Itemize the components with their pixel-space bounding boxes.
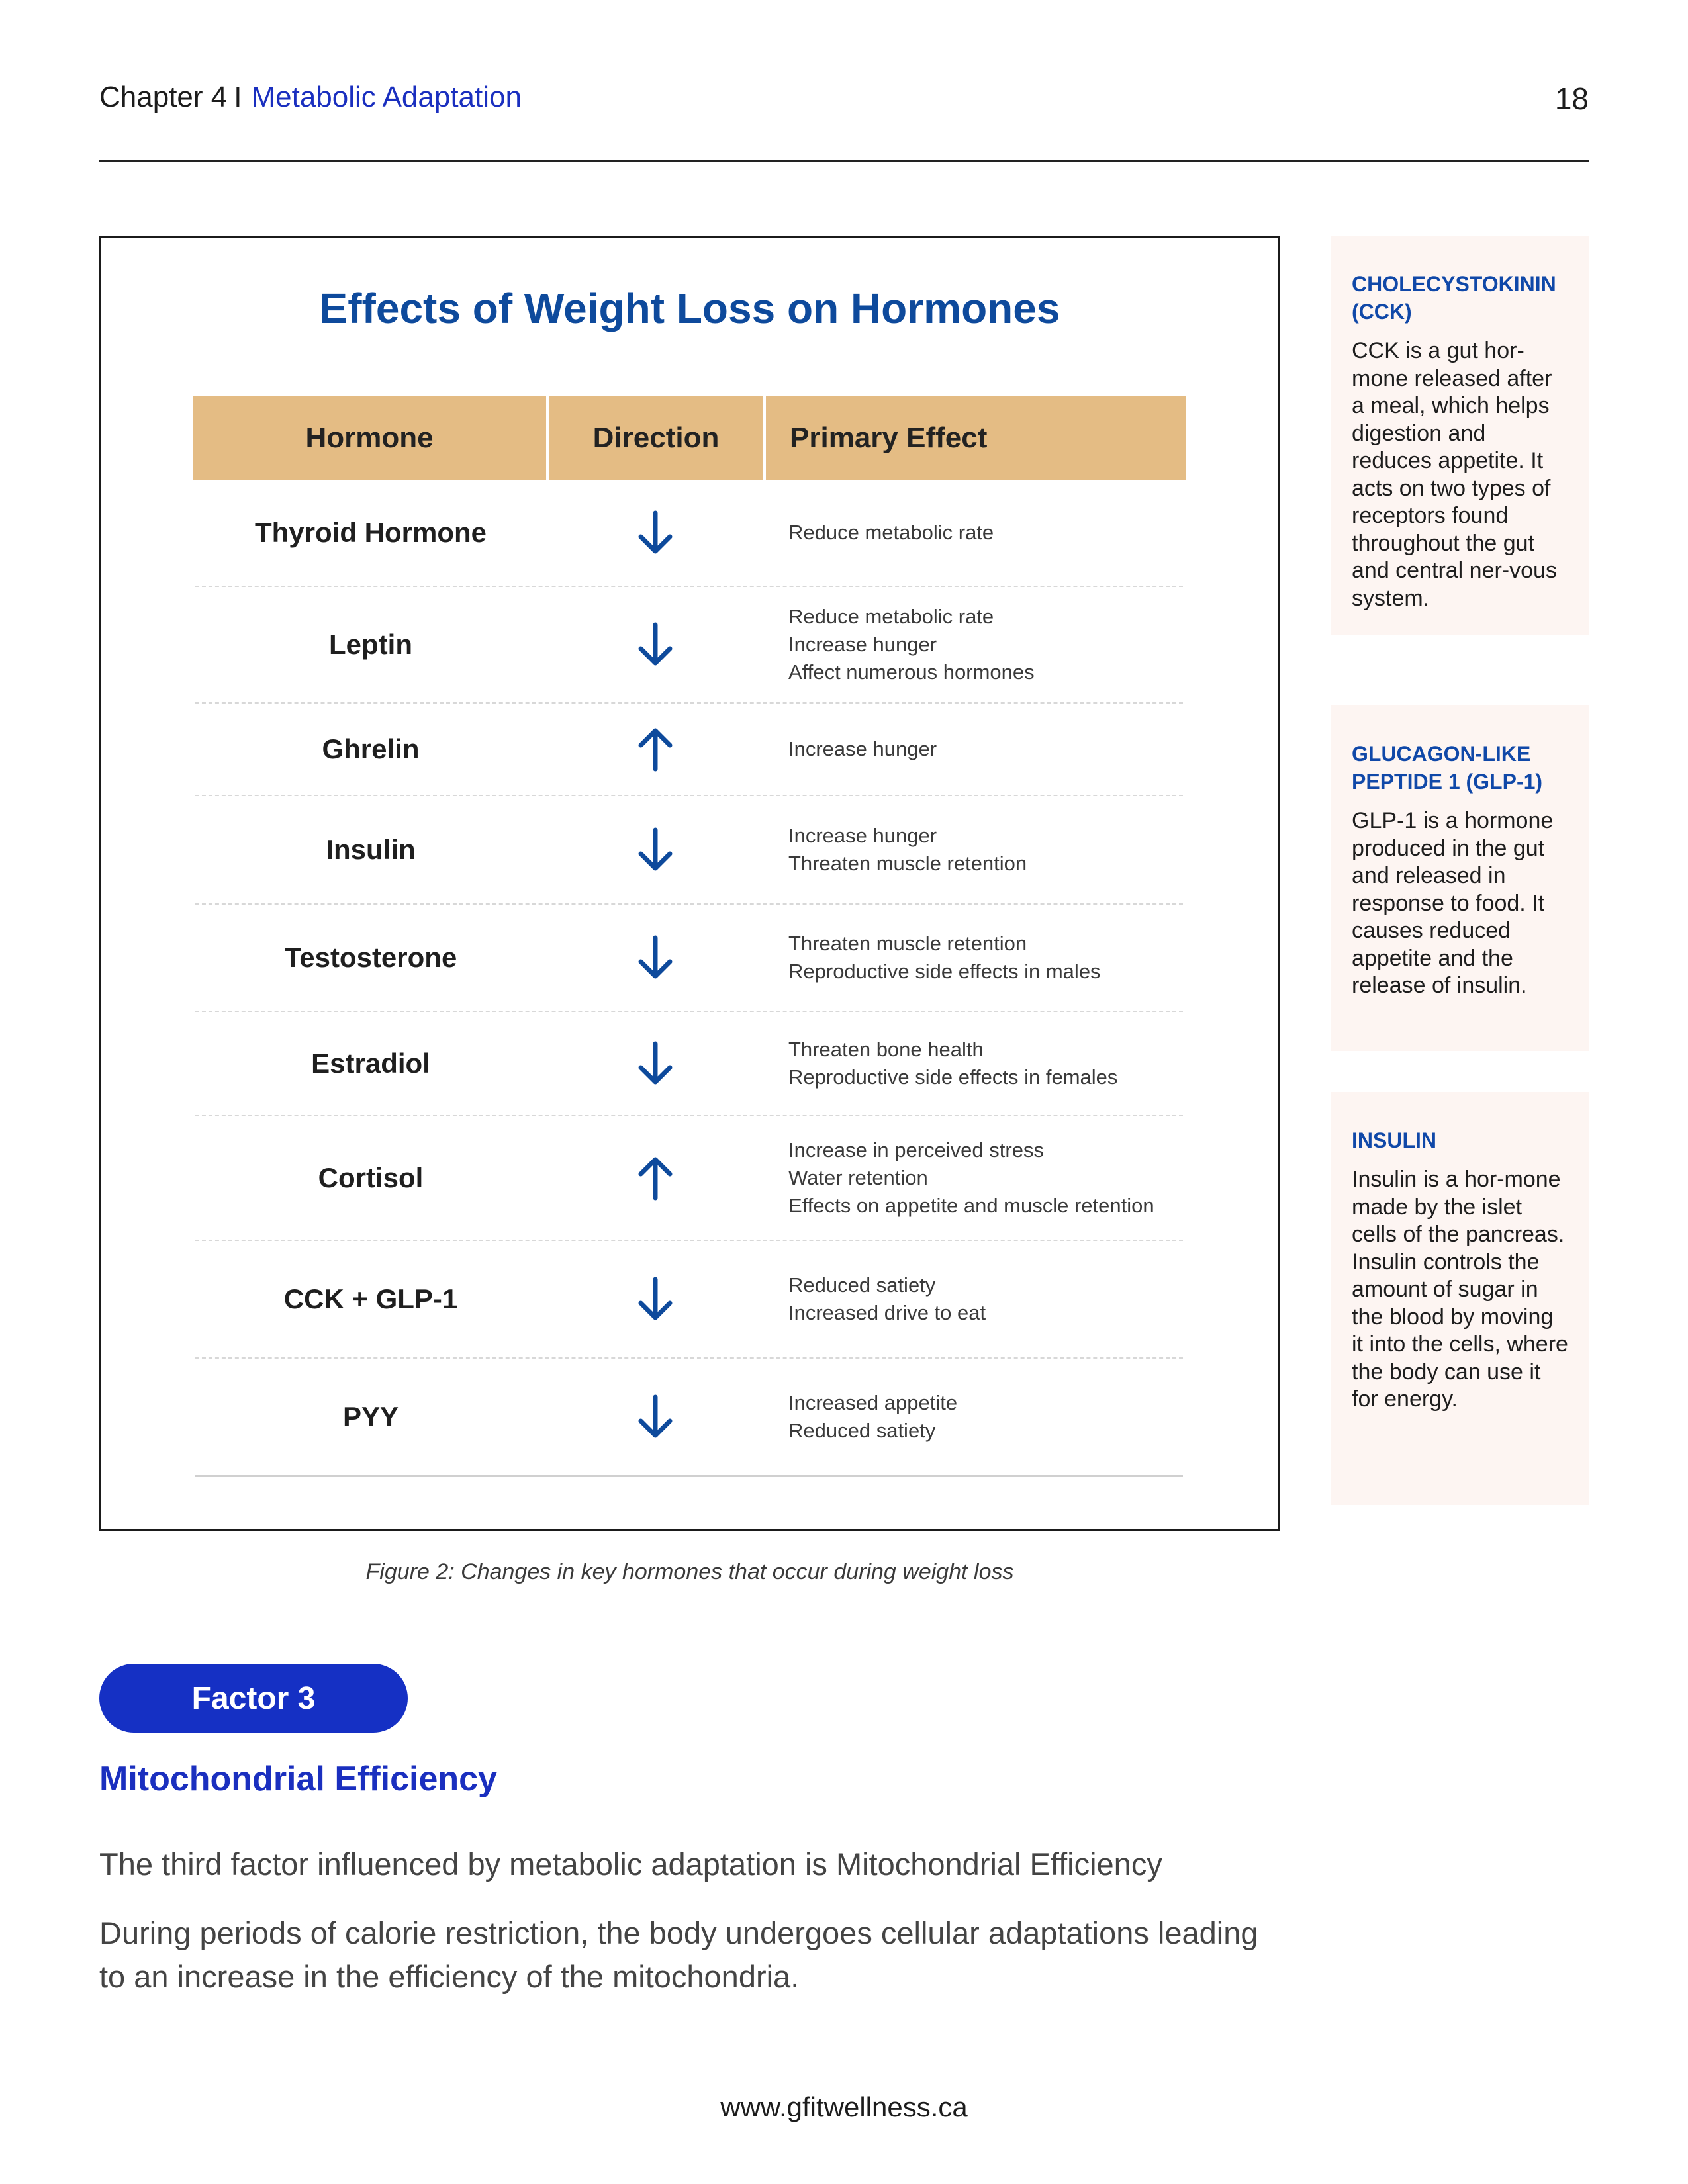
- direction-cell: [546, 621, 765, 668]
- factor-badge: Factor 3: [99, 1664, 408, 1733]
- table-row: [195, 796, 1183, 905]
- arrow-down-icon: [635, 826, 675, 874]
- effect-cell: [765, 1136, 1183, 1220]
- table-row: [195, 704, 1183, 796]
- effect-line: Threaten muscle retention: [788, 932, 1027, 955]
- arrow-up-icon: [635, 1154, 675, 1202]
- effect-cell: [765, 519, 1183, 547]
- effect-line: Water retention: [788, 1166, 928, 1189]
- table-row: [195, 587, 1183, 704]
- figure-caption: Figure 2: Changes in key hormones that occur during weight loss: [365, 1559, 1014, 1584]
- table-header: [193, 396, 1186, 480]
- effect-line: Reduce metabolic rate: [788, 605, 994, 628]
- effect-line: Increase hunger: [788, 633, 937, 656]
- arrow-down-icon: [635, 1393, 675, 1441]
- figure-title: Effects of Weight Loss on Hormones: [319, 285, 1060, 332]
- effect-line: Reduced satiety: [788, 1273, 936, 1297]
- effect-line: Reduce metabolic rate: [788, 521, 994, 544]
- table-row: [195, 480, 1183, 587]
- sidebar-title: GLUCAGON-LIKE PEPTIDE 1 (GLP-1): [1352, 742, 1543, 794]
- page-header: [99, 81, 1589, 120]
- direction-cell: [546, 1275, 765, 1323]
- table-row: [195, 905, 1183, 1012]
- table-row: [195, 1012, 1183, 1116]
- sidebar-title: CHOLECYSTOKININ (CCK): [1352, 272, 1556, 324]
- chapter-title: Metabolic Adaptation: [251, 81, 522, 113]
- effect-line: Increased drive to eat: [788, 1301, 986, 1324]
- column-header-direction: Direction: [549, 396, 763, 480]
- effect-line: Reproductive side effects in males: [788, 960, 1101, 983]
- page-number: 18: [1554, 81, 1589, 116]
- arrow-down-icon: [635, 621, 675, 668]
- header-divider: [99, 160, 1589, 162]
- paragraph: The third factor influenced by metabolic adaptation is Mitochondrial Efficiency: [99, 1846, 1162, 1882]
- footer-url: www.gfitwellness.ca: [720, 2091, 968, 2122]
- hormone-name: Thyroid Hormone: [254, 517, 487, 548]
- effect-cell: [765, 822, 1183, 878]
- arrow-down-icon: [635, 509, 675, 557]
- hormone-table: [193, 396, 1186, 1477]
- hormone-name: Testosterone: [284, 942, 457, 973]
- effect-line: Reduced satiety: [788, 1419, 936, 1442]
- chapter-label: [99, 81, 522, 114]
- effect-line: Increase hunger: [788, 824, 937, 847]
- hormone-name: Estradiol: [311, 1048, 430, 1079]
- hormone-name: PYY: [342, 1401, 399, 1432]
- paragraph: During periods of calorie restriction, the body undergoes cellular adaptations leading to an increase in the efficiency of the mitochondria.: [99, 1915, 1258, 1994]
- chapter-number: Chapter 4: [99, 81, 228, 113]
- table-row: [195, 1359, 1183, 1477]
- effect-line: Effects on appetite and muscle retention: [788, 1194, 1154, 1217]
- effect-line: Increased appetite: [788, 1391, 958, 1414]
- sidebar-box-glp1: [1331, 705, 1589, 1051]
- column-header-primary-effect: Primary Effect: [766, 396, 1186, 480]
- hormone-name: Insulin: [326, 834, 416, 865]
- sidebar-box-cck: [1331, 236, 1589, 635]
- hormone-name: Ghrelin: [322, 733, 420, 764]
- direction-cell: [546, 934, 765, 981]
- effect-line: Reproductive side effects in females: [788, 1066, 1118, 1089]
- effect-cell: [765, 1389, 1183, 1445]
- column-header-hormone: Hormone: [193, 396, 546, 480]
- sidebar-box-insulin: [1331, 1092, 1589, 1505]
- arrow-down-icon: [635, 1040, 675, 1087]
- hormone-figure: [99, 236, 1280, 1531]
- effect-cell: [765, 1036, 1183, 1091]
- arrow-down-icon: [635, 934, 675, 981]
- effect-cell: [765, 735, 1183, 763]
- sidebar-body: CCK is a gut hor-mone released after a meal, which helps digestion and reduces appetite. It acts on two types of receptors found throughout the gut and central ner-vous system.: [1352, 338, 1557, 611]
- chapter-separator: I: [234, 81, 242, 113]
- direction-cell: [546, 1040, 765, 1087]
- direction-cell: [546, 826, 765, 874]
- sidebar-body: GLP-1 is a hormone produced in the gut and released in response to food. It causes reduced appetite and the release of insulin.: [1352, 808, 1554, 998]
- arrow-up-icon: [635, 725, 675, 773]
- direction-cell: [546, 1393, 765, 1441]
- direction-cell: [546, 1154, 765, 1202]
- table-row: [195, 1116, 1183, 1241]
- effect-cell: [765, 603, 1183, 686]
- direction-cell: [546, 725, 765, 773]
- effect-line: Increase hunger: [788, 737, 937, 760]
- effect-line: Increase in perceived stress: [788, 1138, 1044, 1161]
- sidebar-title: INSULIN: [1352, 1128, 1436, 1152]
- hormone-name: CCK + GLP-1: [283, 1283, 458, 1314]
- arrow-down-icon: [635, 1275, 675, 1323]
- hormone-name: Cortisol: [318, 1162, 424, 1193]
- section-title: Mitochondrial Efficiency: [99, 1760, 497, 1798]
- effect-cell: [765, 930, 1183, 985]
- hormone-name: Leptin: [329, 629, 412, 660]
- effect-line: Threaten bone health: [788, 1038, 984, 1061]
- table-row: [195, 1241, 1183, 1359]
- effect-cell: [765, 1271, 1183, 1327]
- direction-cell: [546, 509, 765, 557]
- sidebar-body: Insulin is a hor-mone made by the islet cells of the pancreas. Insulin controls the amount of sugar in the blood by moving it into the cells, where the body can use it for energy.: [1352, 1167, 1568, 1412]
- effect-line: Affect numerous hormones: [788, 660, 1035, 684]
- effect-line: Threaten muscle retention: [788, 852, 1027, 875]
- table-body: [193, 480, 1186, 1477]
